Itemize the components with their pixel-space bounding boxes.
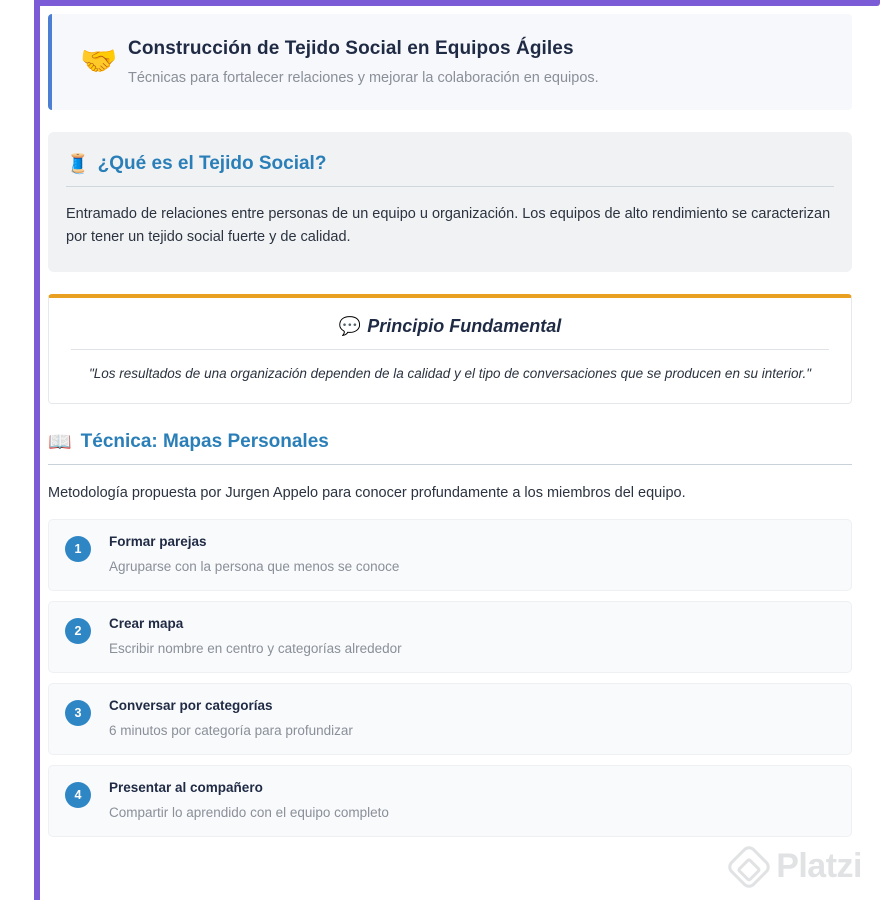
step-title: Formar parejas [109,533,207,549]
principle-quote: "Los resultados de una organización dependen de la calidad y el tipo de conversaciones que se producen en su interior." [88,365,812,381]
step-body [105,534,835,574]
list-item [48,601,852,673]
step-title: Presentar al compañero [109,779,263,795]
left-accent-rail [34,0,40,900]
definition-card [48,132,852,272]
steps-list [48,519,852,837]
definition-body: Entramado de relaciones entre personas de un equipo u organización. Los equipos de alto rendimiento se caracterizan por tener un tejido social fuerte y de calidad. [66,206,831,246]
watermark-label: Platzi [776,847,862,885]
handshake-icon: 🤝 [80,45,118,78]
technique-heading-label: Técnica: Mapas Personales [80,430,329,452]
step-number-badge: 4 [65,782,91,808]
list-item [48,765,852,837]
definition-heading [66,152,834,187]
page-title: Construcción de Tejido Social en Equipos Ágiles [128,38,574,59]
principle-heading [71,316,829,350]
step-number-badge: 1 [65,536,91,562]
step-description: Compartir lo aprendido con el equipo completo [109,804,389,820]
technique-description: Metodología propuesta por Jurgen Appelo para conocer profundamente a los miembros del equipo. [48,484,686,501]
header-card [48,14,852,110]
principle-card [48,294,852,404]
step-title: Conversar por categorías [109,697,273,713]
platzi-logo-icon [725,842,773,890]
thread-spool-icon: 🧵 [66,154,90,175]
technique-heading [48,430,852,465]
step-body [105,780,835,820]
step-description: Escribir nombre en centro y categorías alrededor [109,640,402,656]
principle-heading-label: Principio Fundamental [367,315,562,336]
speech-bubble-icon: 💬 [338,315,362,336]
page-subtitle: Técnicas para fortalecer relaciones y mejorar la colaboración en equipos. [128,70,599,86]
step-number-badge: 2 [65,618,91,644]
header-text [128,38,834,86]
step-title: Crear mapa [109,615,184,631]
step-body [105,616,835,656]
list-item [48,683,852,755]
list-item [48,519,852,591]
document-content [48,6,852,847]
watermark [732,847,862,886]
step-description: Agruparse con la persona que menos se conoce [109,558,400,574]
definition-heading-label: ¿Qué es el Tejido Social? [97,153,327,174]
step-body [105,698,835,738]
open-book-icon: 📖 [48,431,72,453]
step-description: 6 minutos por categoría para profundizar [109,722,353,738]
step-number-badge: 3 [65,700,91,726]
